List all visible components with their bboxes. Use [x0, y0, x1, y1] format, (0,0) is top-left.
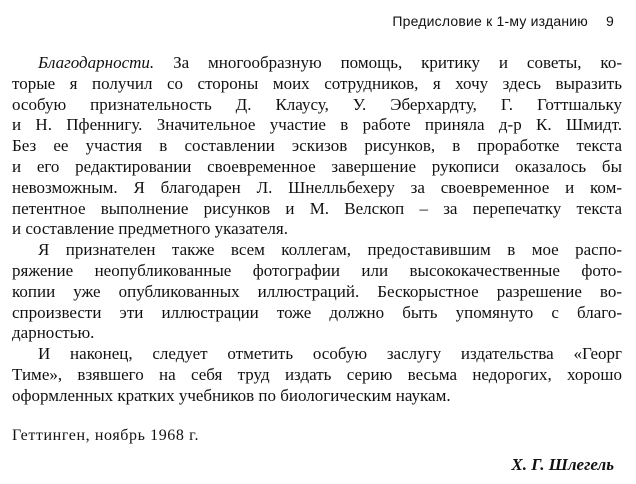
page-number: 9: [606, 13, 614, 29]
paragraph-line: петентное выполнение рисунков и М. Велскоп – за перепечатку текста: [12, 198, 622, 218]
paragraph-line: и составление предметного указателя.: [12, 219, 288, 239]
paragraph-line: торые я получил со стороны моих сотрудников, я хочу здесь выразить: [12, 73, 622, 93]
acknowledgements-lead: Благодарности.: [38, 53, 155, 72]
place-date: Геттинген, ноябрь 1968 г.: [12, 427, 200, 444]
paragraph-line: ряжение неопубликованные фотографии или высококачественные фото-: [12, 260, 622, 280]
paragraph-line: невозможным. Я благодарен Л. Шнелльбехеру за своевременное и ком-: [12, 177, 622, 197]
running-header: [392, 13, 614, 29]
paragraph-line: Без ее участия в составлении эскизов рисунков, в проработке текста: [12, 136, 622, 156]
paragraph-line: и его редактировании своевременное завершение рукописи оказалось бы: [12, 156, 622, 176]
author-signature: Х. Г. Шлегель: [511, 455, 614, 474]
paragraph-line: и Н. Пфеннигу. Значительное участие в работе приняла д-р К. Шмидт.: [12, 115, 622, 135]
paragraph-line: оформленных кратких учебников по биологическим наукам.: [12, 385, 451, 405]
paragraph-line: особую признательность Д. Клаусу, У. Эберхардту, Г. Готтшальку: [12, 94, 622, 114]
paragraph-line: И наконец, следует отметить особую заслугу издательства «Георг: [38, 344, 622, 364]
paragraph-line: Тиме», взявшего на себя труд издать серию весьма недорогих, хорошо: [12, 364, 622, 384]
paragraph-line: дарностью.: [12, 323, 95, 343]
header-title: Предисловие к 1-му изданию: [392, 13, 588, 29]
paragraph-line: Благодарности. За многообразную помощь, критику и советы, ко-: [38, 53, 622, 72]
paragraph-line: спроизвести эти иллюстрации тоже должно быть упомянуто с благо-: [12, 302, 622, 322]
paragraph-line: Я признателен также всем коллегам, предоставившим в мое распо-: [38, 240, 622, 260]
preface-body: [12, 53, 622, 407]
paragraph-line: копии уже опубликованных иллюстраций. Бескорыстное разрешение во-: [12, 281, 622, 301]
